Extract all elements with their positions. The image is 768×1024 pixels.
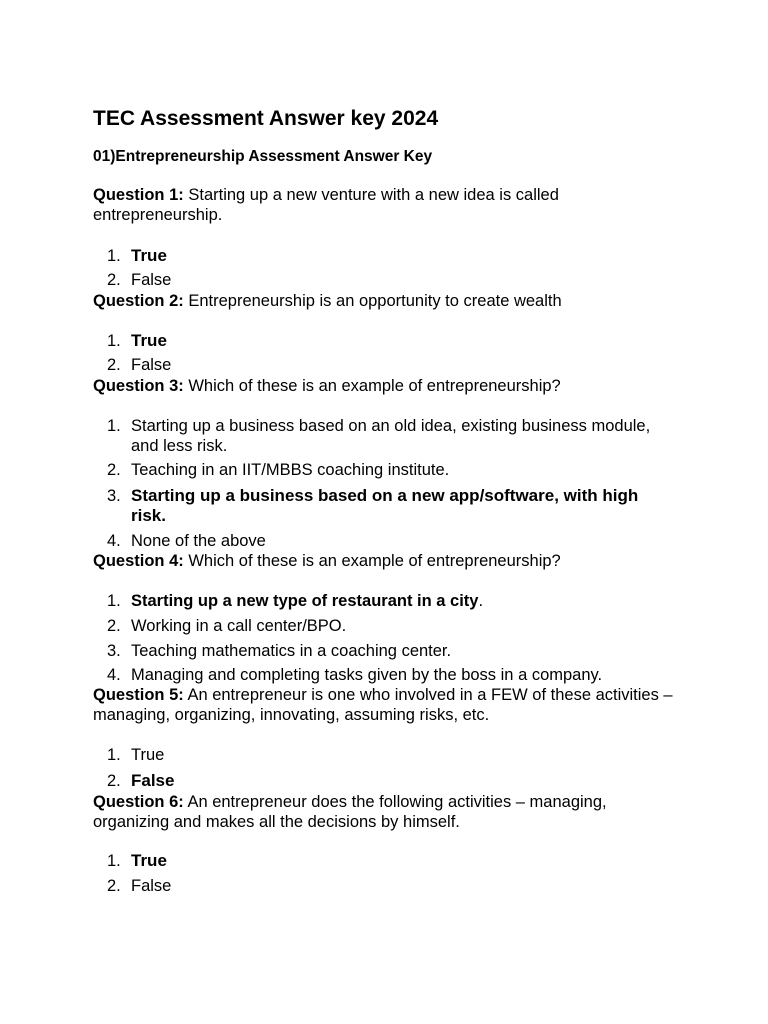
question-6 — [93, 792, 673, 832]
option-number: 2. — [107, 271, 121, 289]
option-number: 2. — [107, 617, 121, 635]
question-4 — [93, 551, 673, 571]
question-1 — [93, 185, 673, 225]
option-text: Managing and completing tasks given by the boss in a company. — [131, 666, 603, 684]
option-number: 2. — [107, 461, 121, 479]
option-text: Starting up a business based on a new app/software, with high risk. — [131, 486, 639, 525]
option-number: 1. — [107, 746, 121, 764]
question-2 — [93, 291, 673, 311]
option-item — [107, 771, 687, 791]
option-number: 2. — [107, 356, 121, 374]
option-number: 1. — [107, 852, 121, 870]
option-item — [107, 851, 687, 871]
question-text: Which of these is an example of entrepreneurship? — [183, 552, 561, 570]
option-text: True — [131, 331, 167, 350]
option-text: Teaching in an IIT/MBBS coaching institute. — [131, 461, 450, 479]
page-title: TEC Assessment Answer key 2024 — [93, 107, 439, 130]
option-suffix: . — [478, 592, 484, 610]
question-label: Question 4: — [93, 552, 184, 570]
question-text: Entrepreneurship is an opportunity to create wealth — [183, 292, 562, 310]
option-item — [107, 591, 687, 611]
option-text: True — [131, 246, 167, 265]
option-number: 3. — [107, 487, 121, 505]
option-item — [107, 355, 687, 375]
option-item — [107, 460, 687, 480]
option-item — [107, 641, 687, 661]
question-label: Question 2: — [93, 292, 184, 310]
option-text: None of the above — [131, 532, 266, 550]
question-text: Which of these is an example of entrepreneurship? — [183, 377, 561, 395]
option-answer: Starting up a new type of restaurant in a city — [131, 592, 479, 610]
option-number: 3. — [107, 642, 121, 660]
option-item — [107, 416, 687, 456]
option-item — [107, 531, 687, 551]
question-label: Question 5: — [93, 686, 184, 704]
option-text: False — [131, 356, 172, 374]
option-text: Working in a call center/BPO. — [131, 617, 347, 635]
question-text: An entrepreneur is one who involved in a FEW of these activities – managing, organizing, innovating, assuming risks, etc. — [93, 686, 673, 724]
option-number: 1. — [107, 592, 121, 610]
question-3 — [93, 376, 673, 396]
option-text — [131, 591, 671, 611]
option-text: False — [131, 877, 172, 895]
option-text: Starting up a business based on an old idea, existing business module, and less risk. — [131, 417, 651, 455]
question-5 — [93, 685, 673, 725]
option-number: 4. — [107, 532, 121, 550]
option-number: 4. — [107, 666, 121, 684]
option-text: True — [131, 746, 165, 764]
option-item — [107, 486, 687, 526]
question-label: Question 3: — [93, 377, 184, 395]
option-item — [107, 745, 687, 765]
question-label: Question 6: — [93, 793, 184, 811]
option-item — [107, 246, 687, 266]
option-text: False — [131, 271, 172, 289]
option-text: Teaching mathematics in a coaching center. — [131, 642, 452, 660]
option-number: 1. — [107, 247, 121, 265]
option-item — [107, 665, 687, 685]
question-text: Starting up a new venture with a new idea is called entrepreneurship. — [93, 186, 559, 224]
option-item — [107, 616, 687, 636]
option-number: 1. — [107, 332, 121, 350]
option-text: False — [131, 771, 175, 790]
option-number: 2. — [107, 877, 121, 895]
section-subtitle: 01)Entrepreneurship Assessment Answer Key — [93, 148, 433, 165]
option-item — [107, 331, 687, 351]
option-number: 2. — [107, 772, 121, 790]
question-label: Question 1: — [93, 186, 184, 204]
option-item — [107, 270, 687, 290]
option-number: 1. — [107, 417, 121, 435]
option-text: True — [131, 851, 167, 870]
option-item — [107, 876, 687, 896]
question-text: An entrepreneur does the following activities – managing, organizing and makes all the decisions by himself. — [93, 793, 607, 831]
